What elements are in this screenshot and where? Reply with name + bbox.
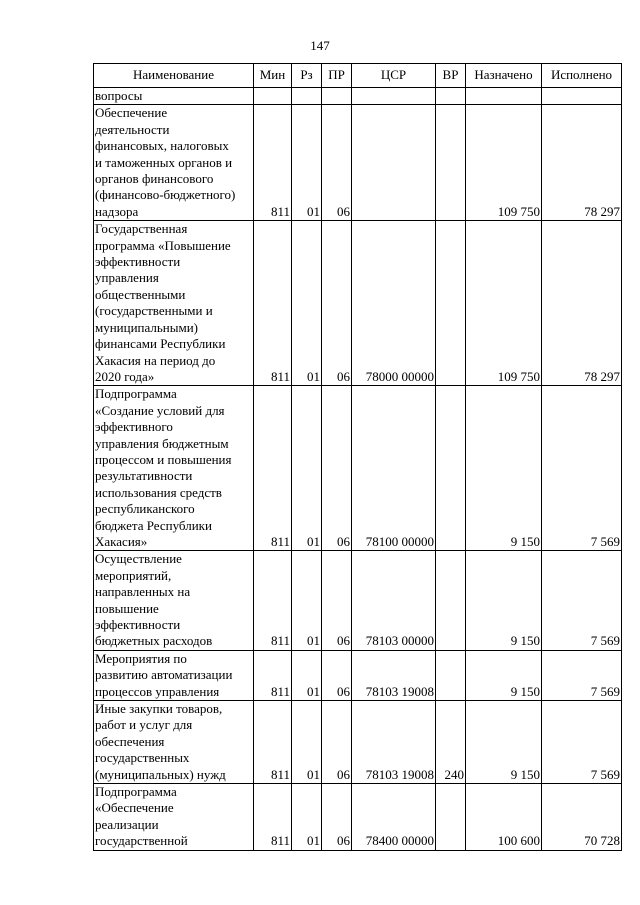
row-csr: 78400 00000 xyxy=(352,784,436,851)
row-pr: 06 xyxy=(322,221,352,386)
row-name: Мероприятия по развитию автоматизации процессов управления xyxy=(94,650,254,700)
header-min: Мин xyxy=(254,64,292,88)
row-planned: 9 150 xyxy=(466,650,542,700)
header-vr: ВР xyxy=(436,64,466,88)
row-executed: 78 297 xyxy=(542,221,622,386)
row-min: 811 xyxy=(254,650,292,700)
row-rz: 01 xyxy=(292,386,322,551)
row-executed: 7 569 xyxy=(542,701,622,784)
row-pr: 06 xyxy=(322,105,352,221)
row-min: 811 xyxy=(254,386,292,551)
row-executed: 7 569 xyxy=(542,386,622,551)
row-min: 811 xyxy=(254,105,292,221)
row-name: Подпрограмма «Создание условий для эффективного управления бюджетным процессом и повышения результативности использования средств республиканского бюджета Республики Хакасия» xyxy=(94,386,254,551)
row-planned: 9 150 xyxy=(466,386,542,551)
row-csr: 78103 19008 xyxy=(352,701,436,784)
row-rz: 01 xyxy=(292,551,322,650)
row-csr: 78100 00000 xyxy=(352,386,436,551)
table-row xyxy=(94,701,622,784)
table-row xyxy=(94,221,622,386)
row-vr xyxy=(436,784,466,851)
row-csr xyxy=(352,105,436,221)
row-planned: 100 600 xyxy=(466,784,542,851)
row-executed: 7 569 xyxy=(542,650,622,700)
header-csr: ЦСР xyxy=(352,64,436,88)
row-min: 811 xyxy=(254,551,292,650)
row-min: 811 xyxy=(254,221,292,386)
row-planned: 9 150 xyxy=(466,551,542,650)
row-name: Иные закупки товаров, работ и услуг для обеспечения государственных (муниципальных) нужд xyxy=(94,701,254,784)
table-row-continuation xyxy=(94,88,622,105)
row-executed: 70 728 xyxy=(542,784,622,851)
header-name: Наименование xyxy=(94,64,254,88)
row-csr: 78103 19008 xyxy=(352,650,436,700)
row-executed: 78 297 xyxy=(542,105,622,221)
row-rz: 01 xyxy=(292,221,322,386)
table-row xyxy=(94,105,622,221)
row-pr: 06 xyxy=(322,701,352,784)
row-vr: 240 xyxy=(436,701,466,784)
row-name: Обеспечение деятельности финансовых, налоговых и таможенных органов и органов финансового (финансово-бюджетного) надзора xyxy=(94,105,254,221)
row-pr: 06 xyxy=(322,784,352,851)
row-pr: 06 xyxy=(322,551,352,650)
table-header-row xyxy=(94,64,622,88)
page-number: 147 xyxy=(310,38,330,53)
row-pr: 06 xyxy=(322,650,352,700)
row-name: Осуществление мероприятий, направленных на повышение эффективности бюджетных расходов xyxy=(94,551,254,650)
row-planned: 109 750 xyxy=(466,105,542,221)
header-executed: Исполнено xyxy=(542,64,622,88)
row-name: Подпрограмма «Обеспечение реализации государственной xyxy=(94,784,254,851)
row-executed: 7 569 xyxy=(542,551,622,650)
budget-table xyxy=(93,63,622,851)
header-planned: Назначено xyxy=(466,64,542,88)
continuation-text: вопросы xyxy=(94,88,254,105)
row-vr xyxy=(436,386,466,551)
row-rz: 01 xyxy=(292,650,322,700)
header-rz: Рз xyxy=(292,64,322,88)
row-rz: 01 xyxy=(292,784,322,851)
row-vr xyxy=(436,105,466,221)
table-row xyxy=(94,784,622,851)
row-planned: 109 750 xyxy=(466,221,542,386)
row-csr: 78000 00000 xyxy=(352,221,436,386)
row-planned: 9 150 xyxy=(466,701,542,784)
row-vr xyxy=(436,551,466,650)
row-vr xyxy=(436,221,466,386)
row-name: Государственная программа «Повышение эффективности управления общественными (государственными и муниципальными) финансами Республики Хакасия на период до 2020 года» xyxy=(94,221,254,386)
header-pr: ПР xyxy=(322,64,352,88)
table-row xyxy=(94,551,622,650)
table-row xyxy=(94,650,622,700)
table-row xyxy=(94,386,622,551)
row-rz: 01 xyxy=(292,701,322,784)
row-pr: 06 xyxy=(322,386,352,551)
row-csr: 78103 00000 xyxy=(352,551,436,650)
row-min: 811 xyxy=(254,784,292,851)
row-min: 811 xyxy=(254,701,292,784)
row-vr xyxy=(436,650,466,700)
row-rz: 01 xyxy=(292,105,322,221)
